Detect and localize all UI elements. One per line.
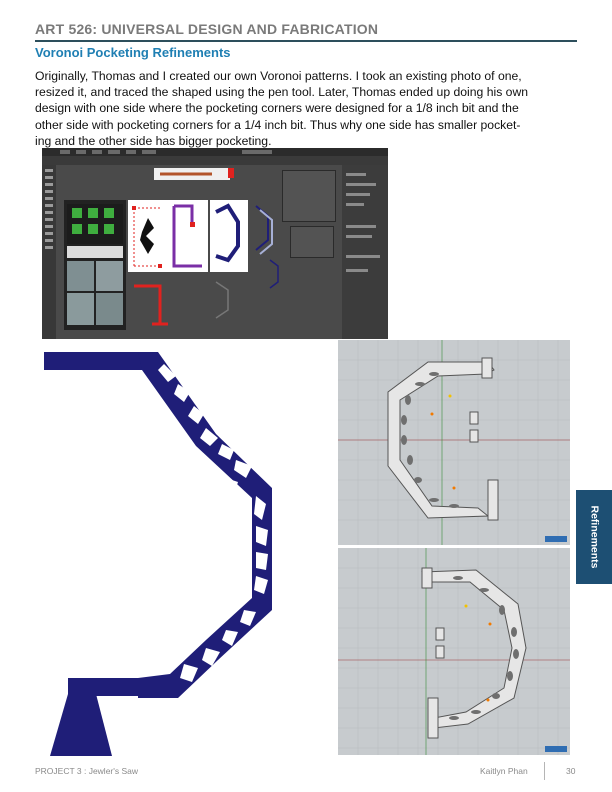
header-divider <box>35 40 577 42</box>
rhino-top-view-1 <box>338 340 570 545</box>
document-header-title: ART 526: UNIVERSAL DESIGN AND FABRICATION <box>35 21 379 37</box>
rhino-top-view-2 <box>338 548 570 755</box>
voronoi-frame-design <box>38 348 330 756</box>
ai-canvas <box>42 148 388 339</box>
body-line: resized it, and traced the shaped using the pen tool. Later, Thomas ended up doing his own <box>35 85 529 100</box>
section-side-tab <box>576 490 612 584</box>
illustrator-screenshot <box>42 148 388 339</box>
viewport-label <box>545 746 567 752</box>
page-number: 30 <box>566 766 576 776</box>
viewport-label <box>545 536 567 542</box>
ai-layers-panel <box>290 226 334 258</box>
body-line: ing and the other side has bigger pocketing. <box>35 133 272 148</box>
footer-project: PROJECT 3 : Jewler's Saw <box>35 766 139 776</box>
footer-divider <box>544 762 545 780</box>
ai-right-panel <box>342 165 388 339</box>
side-tab-label: Refinements <box>588 505 601 569</box>
body-line: Originally, Thomas and I created our own Voronoi patterns. I took an existing photo of one, <box>35 69 522 83</box>
section-title: Voronoi Pocketing Refinements <box>35 45 231 60</box>
body-paragraph <box>35 68 575 149</box>
footer-author: Kaitlyn Phan <box>480 766 528 776</box>
body-line: other side with pocketing corners for a 1/4 inch bit. Thus why one side has smaller pocket- <box>35 117 521 132</box>
body-line: design with one side where the pocketing corners were designed for a 1/8 inch bit and the <box>35 101 519 116</box>
ai-properties-panel <box>282 170 336 222</box>
